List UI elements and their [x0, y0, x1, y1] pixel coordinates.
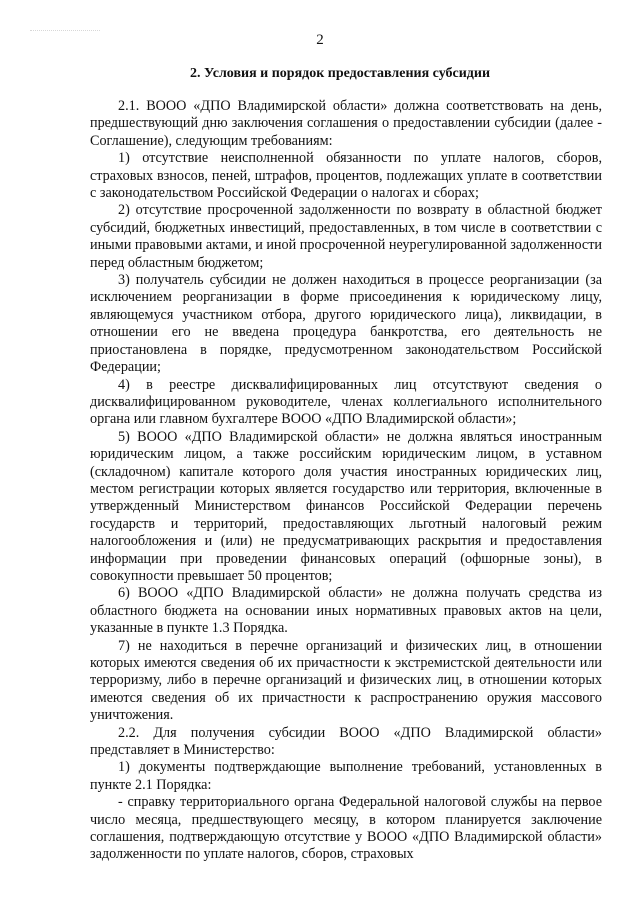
paragraph-requirement-1: 1) отсутствие неисполненной обязанности по уплате налогов, сборов, страховых взносов, пеней, штрафов, процентов, подлежащих уплате в соответствии с законодательством Российской Федерации о налогах и сборах;: [90, 150, 602, 202]
paragraph-2-2: 2.2. Для получения субсидии ВООО «ДПО Владимирской области» представляет в Министерство:: [90, 724, 602, 759]
page-number: 2: [316, 32, 324, 48]
paragraph-documents-1: 1) документы подтверждающие выполнение требований, установленных в пункте 2.1 Порядка:: [90, 759, 602, 793]
section-heading: 2. Условия и порядок предоставления субсидии: [189, 66, 491, 81]
paragraph-tax-certificate: - справку территориального органа Федеральной налоговой службы на первое число месяца, предшествующего месяцу, в котором планируется заключение соглашения, подтверждающую отсутствие у ВООО «ДПО Владимирской области» задолженности по уплате налогов, сборов, страховых: [90, 794, 602, 863]
paragraph-2-1: 2.1. ВООО «ДПО Владимирской области» должна соответствовать на день, предшествующий дню заключения соглашения о предоставлении субсидии (далее - Соглашение), следующим требованиям:: [90, 98, 602, 149]
paragraph-requirement-3: 3) получатель субсидии не должен находиться в процессе реорганизации (за исключением реорганизации в форме присоединения к юридическому лицу, являющемуся участником отбора, другого юридического лица), ликвидации, в отношении его не введена процедура банкротства, его деятельность не приостановлена в порядке, предусмотренном законодательством Российской Федерации;: [90, 272, 602, 376]
document-body: [90, 98, 602, 864]
paragraph-requirement-6: 6) ВООО «ДПО Владимирской области» не должна получать средства из областного бюджета на основании иных нормативных правовых актов на цели, указанные в пункте 1.3 Порядка.: [90, 585, 602, 637]
paragraph-requirement-5: 5) ВООО «ДПО Владимирской области» не должна являться иностранным юридическим лицом, а также российским юридическим лицом, в уставном (складочном) капитале которого доля участия иностранных юридических лиц, местом регистрации которых является государство или территория, включенные в утвержденный Министерством финансов Российской Федерации перечень государств и территорий, предоставляющих льготный налоговый режим налогообложения и (или) не предусматривающих раскрытия и предоставления информации при проведении финансовых операций (офшорные зоны), в совокупности превышает 50 процентов;: [90, 428, 602, 584]
paragraph-requirement-2: 2) отсутствие просроченной задолженности по возврату в областной бюджет субсидий, бюджетных инвестиций, предоставленных, в том числе в соответствии с иными правовыми актами, и иной просроченной неурегулированной задолженности перед областным бюджетом;: [90, 202, 602, 271]
paragraph-requirement-4: 4) в реестре дисквалифицированных лиц отсутствуют сведения о дисквалифицированном руководителе, членах коллегиального исполнительного органа или главном бухгалтере ВООО «ДПО Владимирской области»;: [90, 376, 602, 428]
paragraph-requirement-7: 7) не находиться в перечне организаций и физических лиц, в отношении которых имеются сведения об их причастности к экстремистской деятельности или терроризму, либо в перечне организаций и физических лиц, в отношении которых имеются сведения об их причастности к распространению оружия массового уничтожения.: [90, 637, 602, 724]
